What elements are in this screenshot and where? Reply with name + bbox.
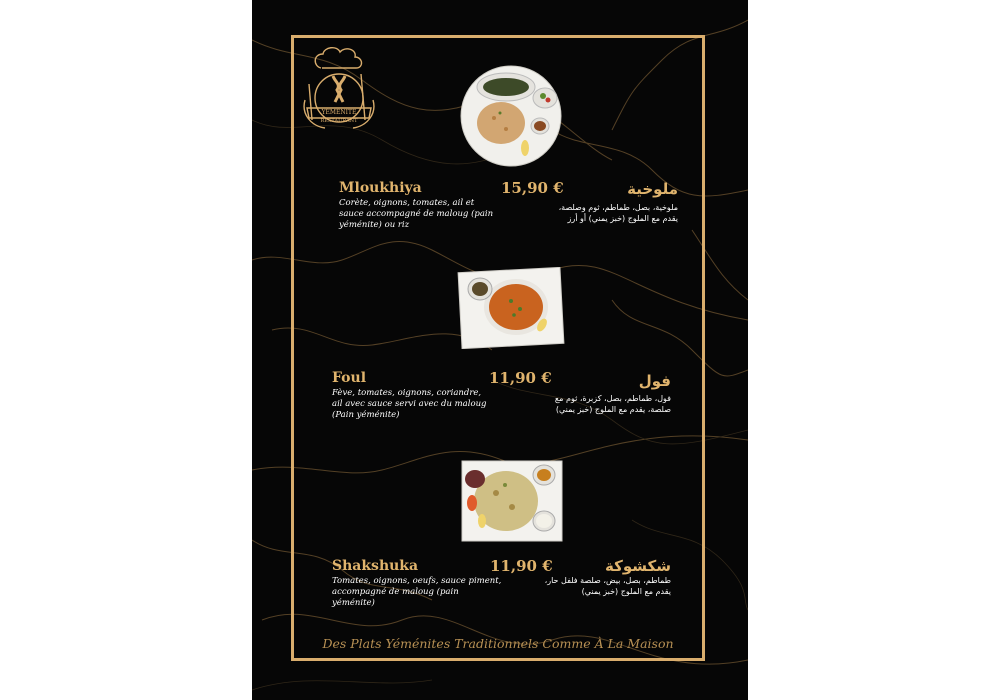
item-name-ar: شكشوكة — [605, 557, 671, 575]
item-name-ar: ملوخية — [627, 180, 678, 198]
foul-photo — [456, 267, 566, 349]
item-description-ar-line: فول، طماطم، بصل، كزبرة، ثوم مع — [554, 394, 671, 403]
item-price: 15,90 € — [501, 179, 564, 197]
item-price: 11,90 € — [490, 557, 553, 575]
item-description-ar — [508, 202, 678, 224]
item-name-fr: Foul — [332, 370, 367, 386]
item-name-fr: Shakshuka — [332, 558, 419, 574]
item-description-ar — [521, 575, 671, 597]
item-description-ar-line: يقدم مع الملوج (خبز يمني) — [581, 587, 671, 596]
item-description-fr: Fève, tomates, oignons, coriandre, ail avec sauce servi avec du maloug (Pain yéménite) — [332, 388, 487, 420]
logo-text-restaurant: RESTAURANT — [320, 118, 358, 124]
item-description-ar-line: صلصة، يقدم مع الملوج (خبز يمني) — [555, 405, 671, 414]
chef-hat-logo-icon — [299, 44, 379, 134]
logo-text-yemenite: YÉMÉNITE — [321, 109, 357, 116]
shakshuka-photo — [460, 459, 564, 543]
item-description-fr: Tomates, oignons, oeufs, sauce piment, accompagné de maloug (pain yéménite) — [332, 576, 502, 608]
item-description-ar-line: ملوخية، بصل، طماطم، ثوم وصلصة، — [558, 203, 678, 212]
item-description-ar-line: يقدم مع الملوج (خبز يمني) أو أرز — [567, 214, 678, 223]
menu-page — [252, 0, 748, 700]
item-description-ar-line: طماطم، بصل، بيض، صلصة فلفل حار، — [544, 576, 671, 585]
slogan: Des Plats Yéménites Traditionnels Comme À La Maison — [322, 636, 674, 651]
item-description-ar — [531, 393, 671, 415]
item-name-fr: Mloukhiya — [339, 180, 422, 196]
item-description-fr: Corète, oignons, tomates, ail et sauce accompagné de maloug (pain yéménite) ou riz — [339, 198, 494, 230]
item-price: 11,90 € — [489, 369, 552, 387]
mloukhiya-photo — [458, 63, 564, 169]
item-name-ar: فول — [638, 372, 671, 390]
